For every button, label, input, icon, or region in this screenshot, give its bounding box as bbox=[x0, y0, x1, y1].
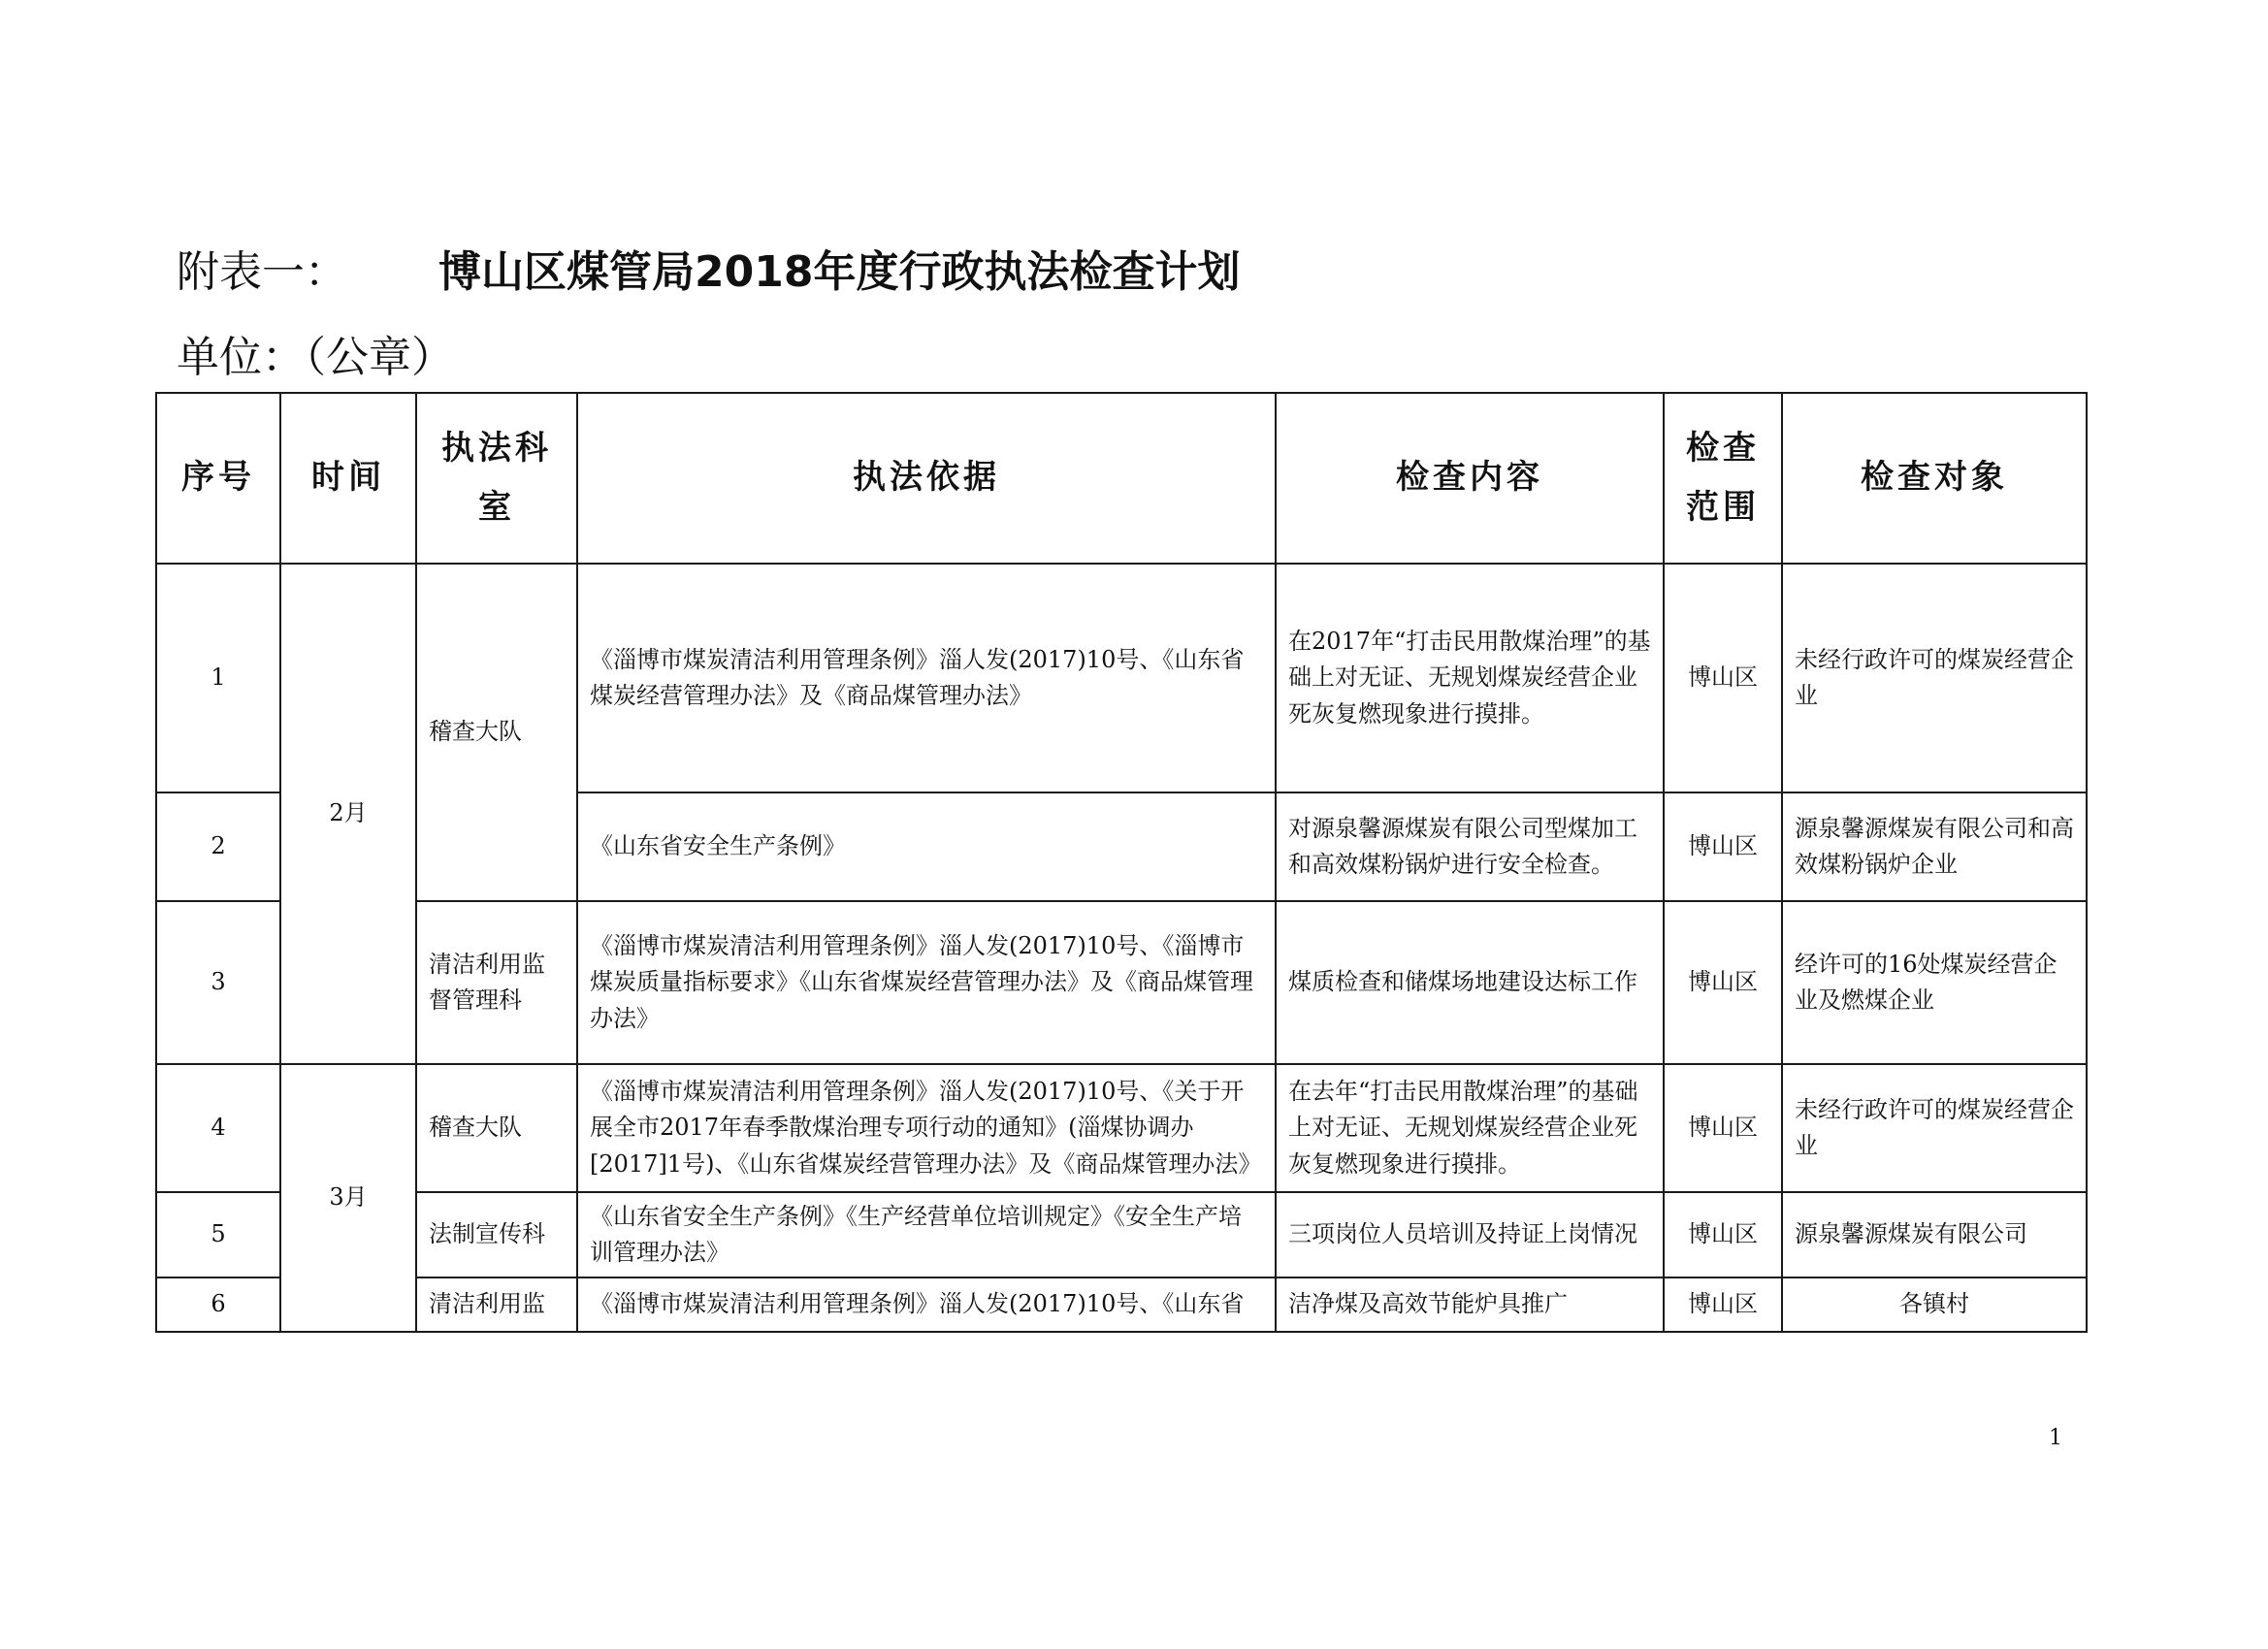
cell-target: 各镇村 bbox=[1782, 1277, 2087, 1332]
cell-scope: 博山区 bbox=[1664, 1277, 1782, 1332]
cell-content: 洁净煤及高效节能炉具推广 bbox=[1276, 1277, 1664, 1332]
col-header-dept: 执法科室 bbox=[416, 393, 577, 564]
cell-content: 在2017年“打击民用散煤治理”的基础上对无证、无规划煤炭经营企业死灰复燃现象进行摸排。 bbox=[1276, 564, 1664, 792]
table-row bbox=[156, 1192, 2087, 1277]
cell-target: 经许可的16处煤炭经营企业及燃煤企业 bbox=[1782, 901, 2087, 1064]
cell-target: 源泉馨源煤炭有限公司和高效煤粉锅炉企业 bbox=[1782, 792, 2087, 901]
document-title: 博山区煤管局2018年度行政执法检查计划 bbox=[438, 247, 1241, 297]
cell-content: 三项岗位人员培训及持证上岗情况 bbox=[1276, 1192, 1664, 1277]
cell-no: 1 bbox=[156, 564, 280, 792]
cell-basis: 《淄博市煤炭清洁利用管理条例》淄人发(2017)10号、《关于开展全市2017年春季散煤治理专项行动的通知》(淄煤协调办[2017]1号)、《山东省煤炭经营管理办法》及《商品煤管理办法》 bbox=[577, 1064, 1276, 1192]
col-header-content: 检查内容 bbox=[1276, 393, 1664, 564]
table-row bbox=[156, 1064, 2087, 1192]
col-header-basis: 执法依据 bbox=[577, 393, 1276, 564]
cell-dept: 清洁利用监督管理科 bbox=[416, 901, 577, 1064]
cell-scope: 博山区 bbox=[1664, 792, 1782, 901]
cell-dept: 稽查大队 bbox=[416, 564, 577, 901]
col-header-time: 时间 bbox=[280, 393, 416, 564]
cell-content: 煤质检查和储煤场地建设达标工作 bbox=[1276, 901, 1664, 1064]
table-row bbox=[156, 564, 2087, 792]
cell-basis: 《淄博市煤炭清洁利用管理条例》淄人发(2017)10号、《山东省 bbox=[577, 1277, 1276, 1332]
cell-time: 3月 bbox=[280, 1064, 416, 1332]
table-row bbox=[156, 901, 2087, 1064]
page-number: 1 bbox=[2049, 1426, 2062, 1450]
cell-time: 2月 bbox=[280, 564, 416, 1064]
cell-content: 对源泉馨源煤炭有限公司型煤加工和高效煤粉锅炉进行安全检查。 bbox=[1276, 792, 1664, 901]
cell-scope: 博山区 bbox=[1664, 1064, 1782, 1192]
cell-basis: 《淄博市煤炭清洁利用管理条例》淄人发(2017)10号、《山东省煤炭经营管理办法》及《商品煤管理办法》 bbox=[577, 564, 1276, 792]
cell-basis: 《山东省安全生产条例》《生产经营单位培训规定》《安全生产培训管理办法》 bbox=[577, 1192, 1276, 1277]
unit-seal-label: 单位：（公章） bbox=[177, 333, 454, 382]
cell-no: 5 bbox=[156, 1192, 280, 1277]
cell-dept: 清洁利用监 bbox=[416, 1277, 577, 1332]
cell-scope: 博山区 bbox=[1664, 564, 1782, 792]
cell-dept: 稽查大队 bbox=[416, 1064, 577, 1192]
cell-dept: 法制宣传科 bbox=[416, 1192, 577, 1277]
cell-target: 未经行政许可的煤炭经营企业 bbox=[1782, 1064, 2087, 1192]
cell-no: 2 bbox=[156, 792, 280, 901]
cell-basis: 《山东省安全生产条例》 bbox=[577, 792, 1276, 901]
document-heading bbox=[177, 237, 1240, 299]
table-row bbox=[156, 1277, 2087, 1332]
inspection-plan-table bbox=[155, 392, 2088, 1333]
col-header-no: 序号 bbox=[156, 393, 280, 564]
cell-scope: 博山区 bbox=[1664, 901, 1782, 1064]
cell-target: 源泉馨源煤炭有限公司 bbox=[1782, 1192, 2087, 1277]
cell-target: 未经行政许可的煤炭经营企业 bbox=[1782, 564, 2087, 792]
col-header-scope: 检查范围 bbox=[1664, 393, 1782, 564]
cell-basis: 《淄博市煤炭清洁利用管理条例》淄人发(2017)10号、《淄博市煤炭质量指标要求》《山东省煤炭经营管理办法》及《商品煤管理办法》 bbox=[577, 901, 1276, 1064]
cell-no: 3 bbox=[156, 901, 280, 1064]
col-header-target: 检查对象 bbox=[1782, 393, 2087, 564]
appendix-label: 附表一： bbox=[177, 247, 347, 297]
cell-content: 在去年“打击民用散煤治理”的基础上对无证、无规划煤炭经营企业死灰复燃现象进行摸排。 bbox=[1276, 1064, 1664, 1192]
cell-no: 6 bbox=[156, 1277, 280, 1332]
cell-no: 4 bbox=[156, 1064, 280, 1192]
cell-scope: 博山区 bbox=[1664, 1192, 1782, 1277]
table-header-row bbox=[156, 393, 2087, 564]
